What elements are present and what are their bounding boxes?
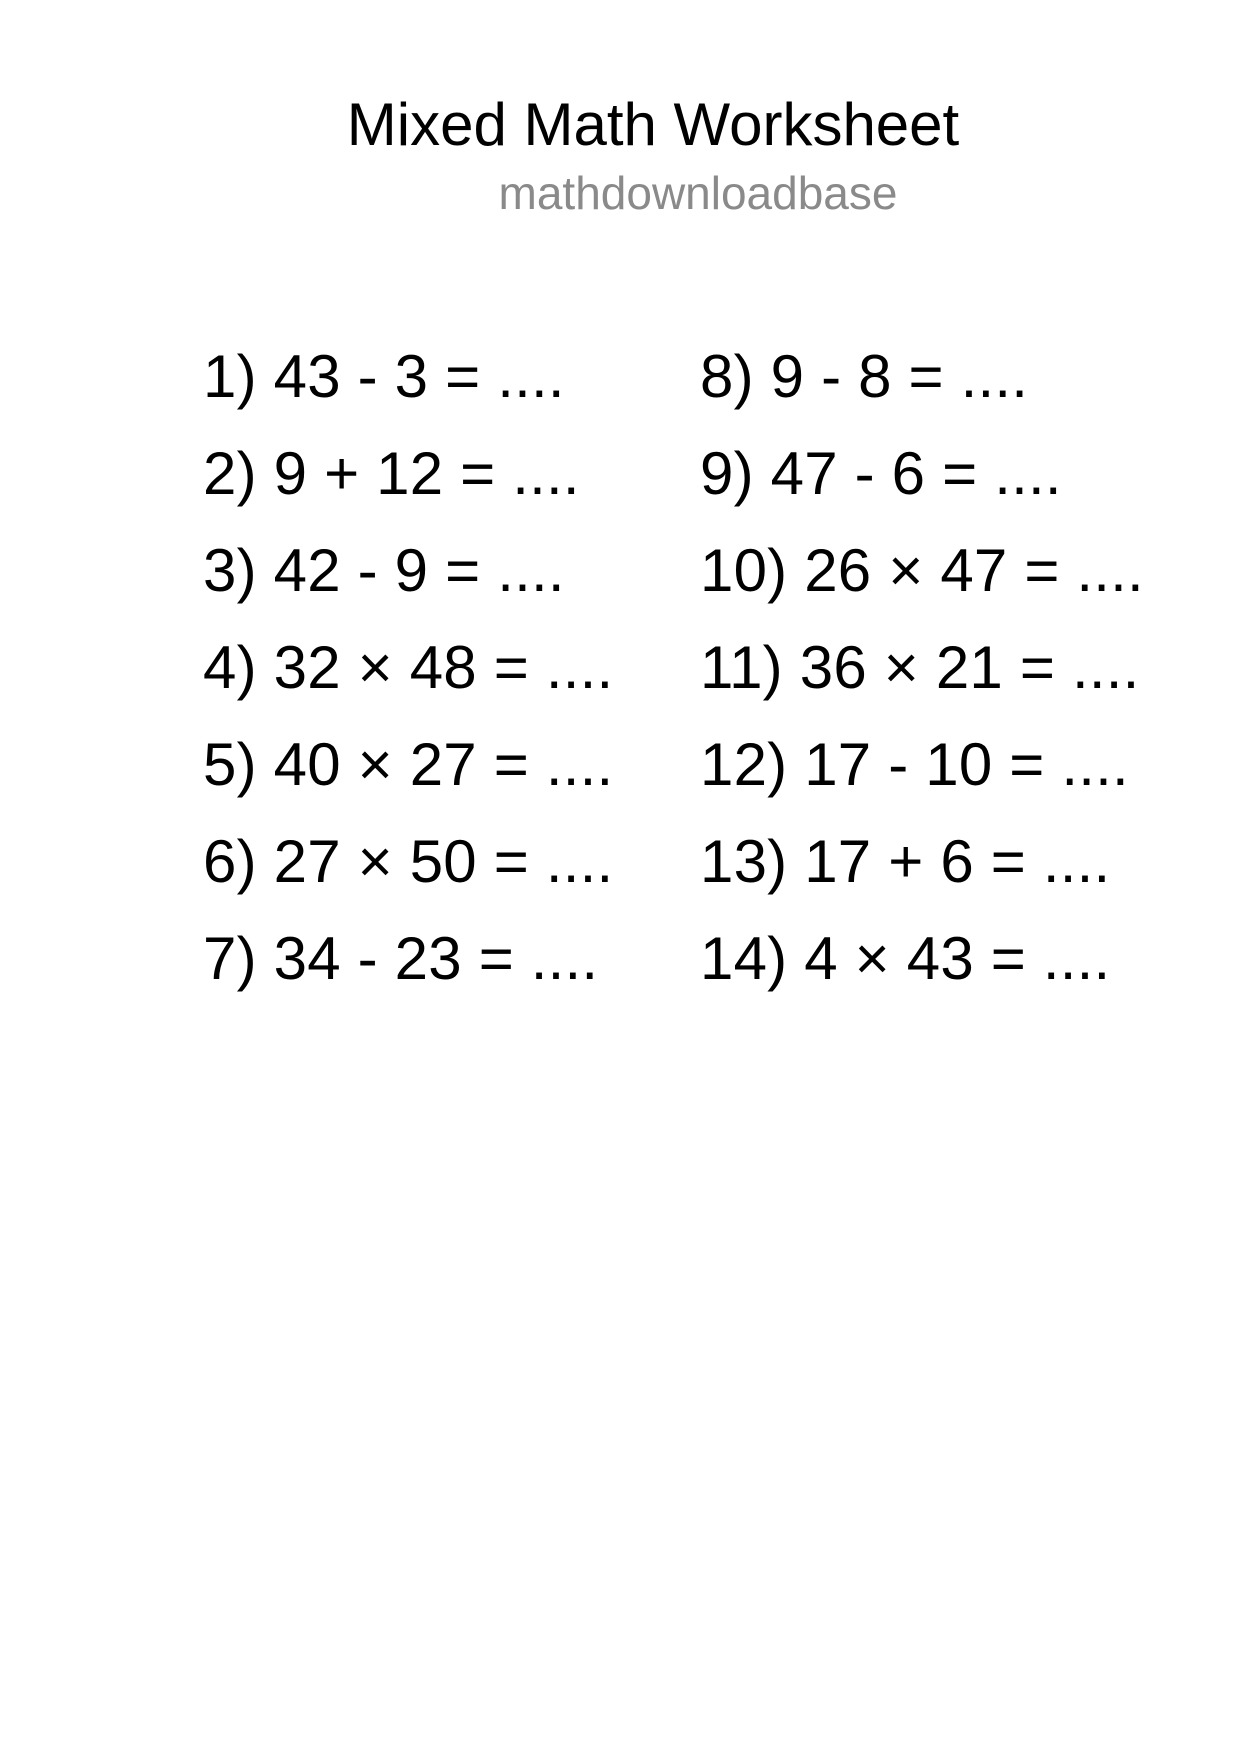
problem-row-12 (700, 716, 1144, 813)
problem-row-4 (203, 619, 613, 716)
problem-equation: 40 × 27 = .... (273, 731, 614, 798)
problem-row-10 (700, 522, 1144, 619)
problem-equation: 17 + 6 = .... (804, 828, 1111, 895)
problem-row-14 (700, 910, 1144, 1007)
problem-number: 4) (203, 634, 257, 701)
problem-equation: 26 × 47 = .... (804, 537, 1144, 604)
problem-row-8 (700, 328, 1144, 425)
problem-row-9 (700, 425, 1144, 522)
problem-number: 9) (700, 440, 754, 507)
problem-equation: 36 × 21 = .... (799, 634, 1140, 701)
problem-row-11 (700, 619, 1144, 716)
problem-number: 11) (700, 634, 783, 701)
problem-row-5 (203, 716, 613, 813)
problem-equation: 9 - 8 = .... (770, 343, 1029, 410)
problem-number: 7) (203, 925, 257, 992)
problem-row-13 (700, 813, 1144, 910)
problem-number: 13) (700, 828, 788, 895)
problem-equation: 4 × 43 = .... (804, 925, 1111, 992)
problem-equation: 47 - 6 = .... (770, 440, 1062, 507)
problem-equation: 17 - 10 = .... (804, 731, 1129, 798)
problem-number: 14) (700, 925, 788, 992)
problem-equation: 27 × 50 = .... (273, 828, 614, 895)
page-title: Mixed Math Worksheet (346, 91, 960, 158)
problem-number: 10) (700, 537, 788, 604)
problem-equation: 9 + 12 = .... (273, 440, 580, 507)
problem-number: 6) (203, 828, 257, 895)
problem-equation: 34 - 23 = .... (273, 925, 599, 992)
problem-number: 8) (700, 343, 754, 410)
problem-column-left (203, 328, 613, 1007)
problem-row-7 (203, 910, 613, 1007)
problem-number: 12) (700, 731, 788, 798)
problem-equation: 32 × 48 = .... (273, 634, 614, 701)
problem-column-right (700, 328, 1144, 1007)
problem-row-1 (203, 328, 613, 425)
problem-row-2 (203, 425, 613, 522)
problem-number: 1) (203, 343, 257, 410)
problem-number: 3) (203, 537, 257, 604)
problem-number: 2) (203, 440, 257, 507)
site-watermark: mathdownloadbase (498, 167, 898, 219)
problem-equation: 43 - 3 = .... (273, 343, 565, 410)
problem-number: 5) (203, 731, 257, 798)
problem-row-6 (203, 813, 613, 910)
problem-equation: 42 - 9 = .... (273, 537, 565, 604)
problem-row-3 (203, 522, 613, 619)
